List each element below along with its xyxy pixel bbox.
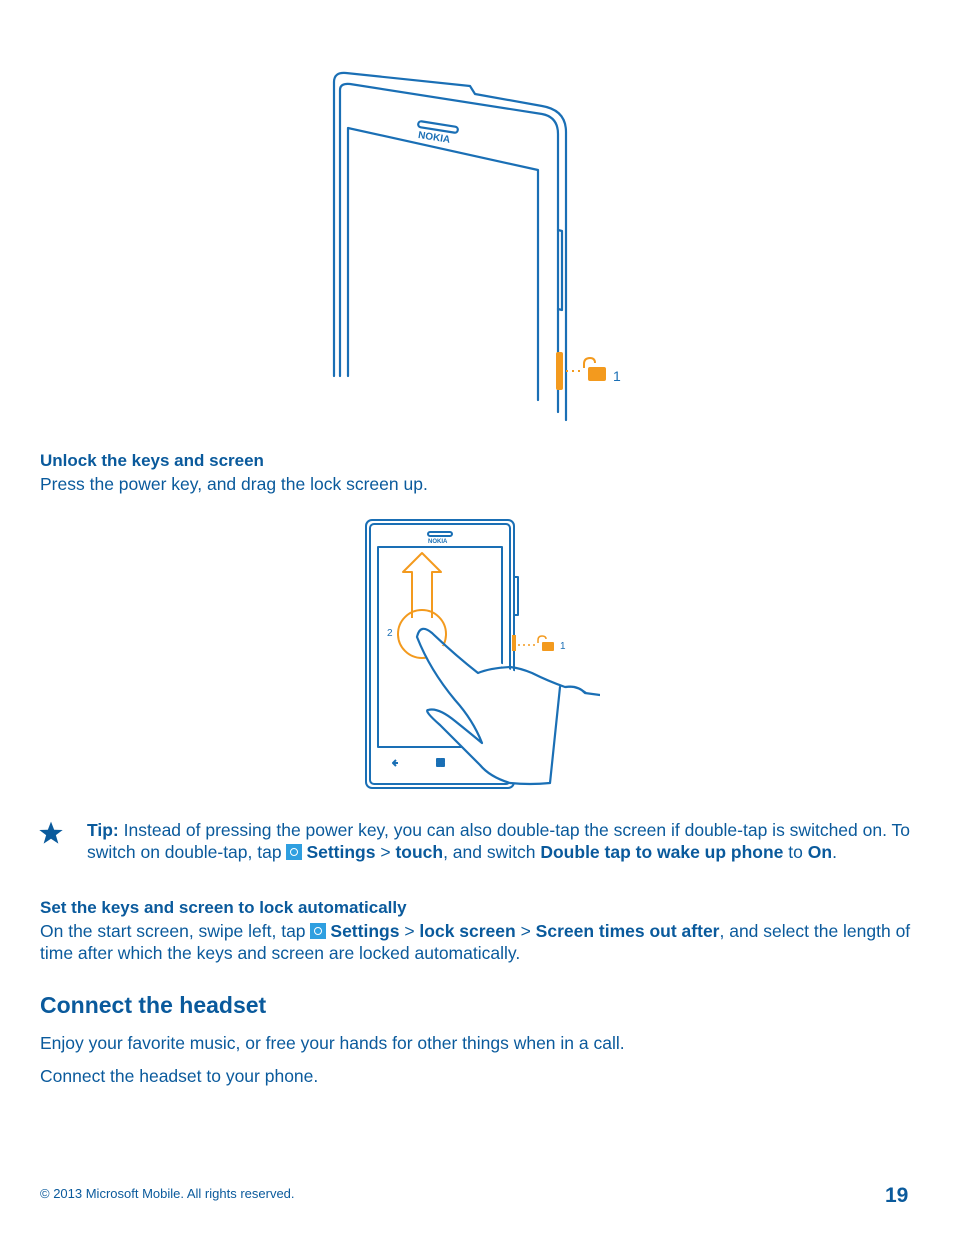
settings-icon [286, 844, 302, 860]
unlock-gesture-illustration [360, 515, 600, 795]
unlock-heading: Unlock the keys and screen [40, 451, 264, 470]
brand-logo-small: NOKIA [428, 539, 448, 545]
headset-paragraph-1: Enjoy your favorite music, or free your hands for other things when in a call. [40, 1033, 625, 1053]
autolock-paragraph: On the start screen, swipe left, tap Settings > lock screen > Screen times out after, and select the length of time after which the keys and screen are locked automatically. [40, 921, 911, 963]
settings-link-2: Settings [330, 921, 400, 941]
settings-link: Settings [306, 842, 376, 862]
page-number: 19 [885, 1184, 909, 1207]
power-key-small [512, 635, 516, 651]
power-key [556, 352, 563, 390]
tip-label: Tip: [87, 820, 119, 840]
tip-paragraph: Tip: Instead of pressing the power key, you can also double-tap the screen if double-tap is switched on. To switch on double-tap, tap Settings > touch, and switch Double tap to wake up phone to On. [87, 820, 910, 862]
unlock-instruction: Press the power key, and drag the lock screen up. [40, 474, 428, 494]
on-value: On [807, 842, 833, 862]
autolock-heading: Set the keys and screen to lock automatically [40, 898, 407, 917]
touch-setting: touch [395, 842, 444, 862]
phone-side-illustration [320, 60, 640, 430]
lock-screen-setting: lock screen [419, 921, 516, 941]
brand-logo: NOKIA [417, 129, 451, 146]
copyright-footer: © 2013 Microsoft Mobile. All rights reserved. [40, 1186, 295, 1201]
callout-1-small-label: 1 [560, 641, 566, 652]
double-tap-setting: Double tap to wake up phone [540, 842, 784, 862]
settings-icon-2 [310, 923, 326, 939]
headset-heading: Connect the headset [40, 992, 267, 1018]
screen-timeout-setting: Screen times out after [535, 921, 720, 941]
headset-paragraph-2: Connect the headset to your phone. [40, 1066, 319, 1086]
callout-2-label: 2 [387, 628, 393, 639]
tip-star-icon [38, 820, 64, 846]
callout-1-label: 1 [613, 368, 621, 384]
